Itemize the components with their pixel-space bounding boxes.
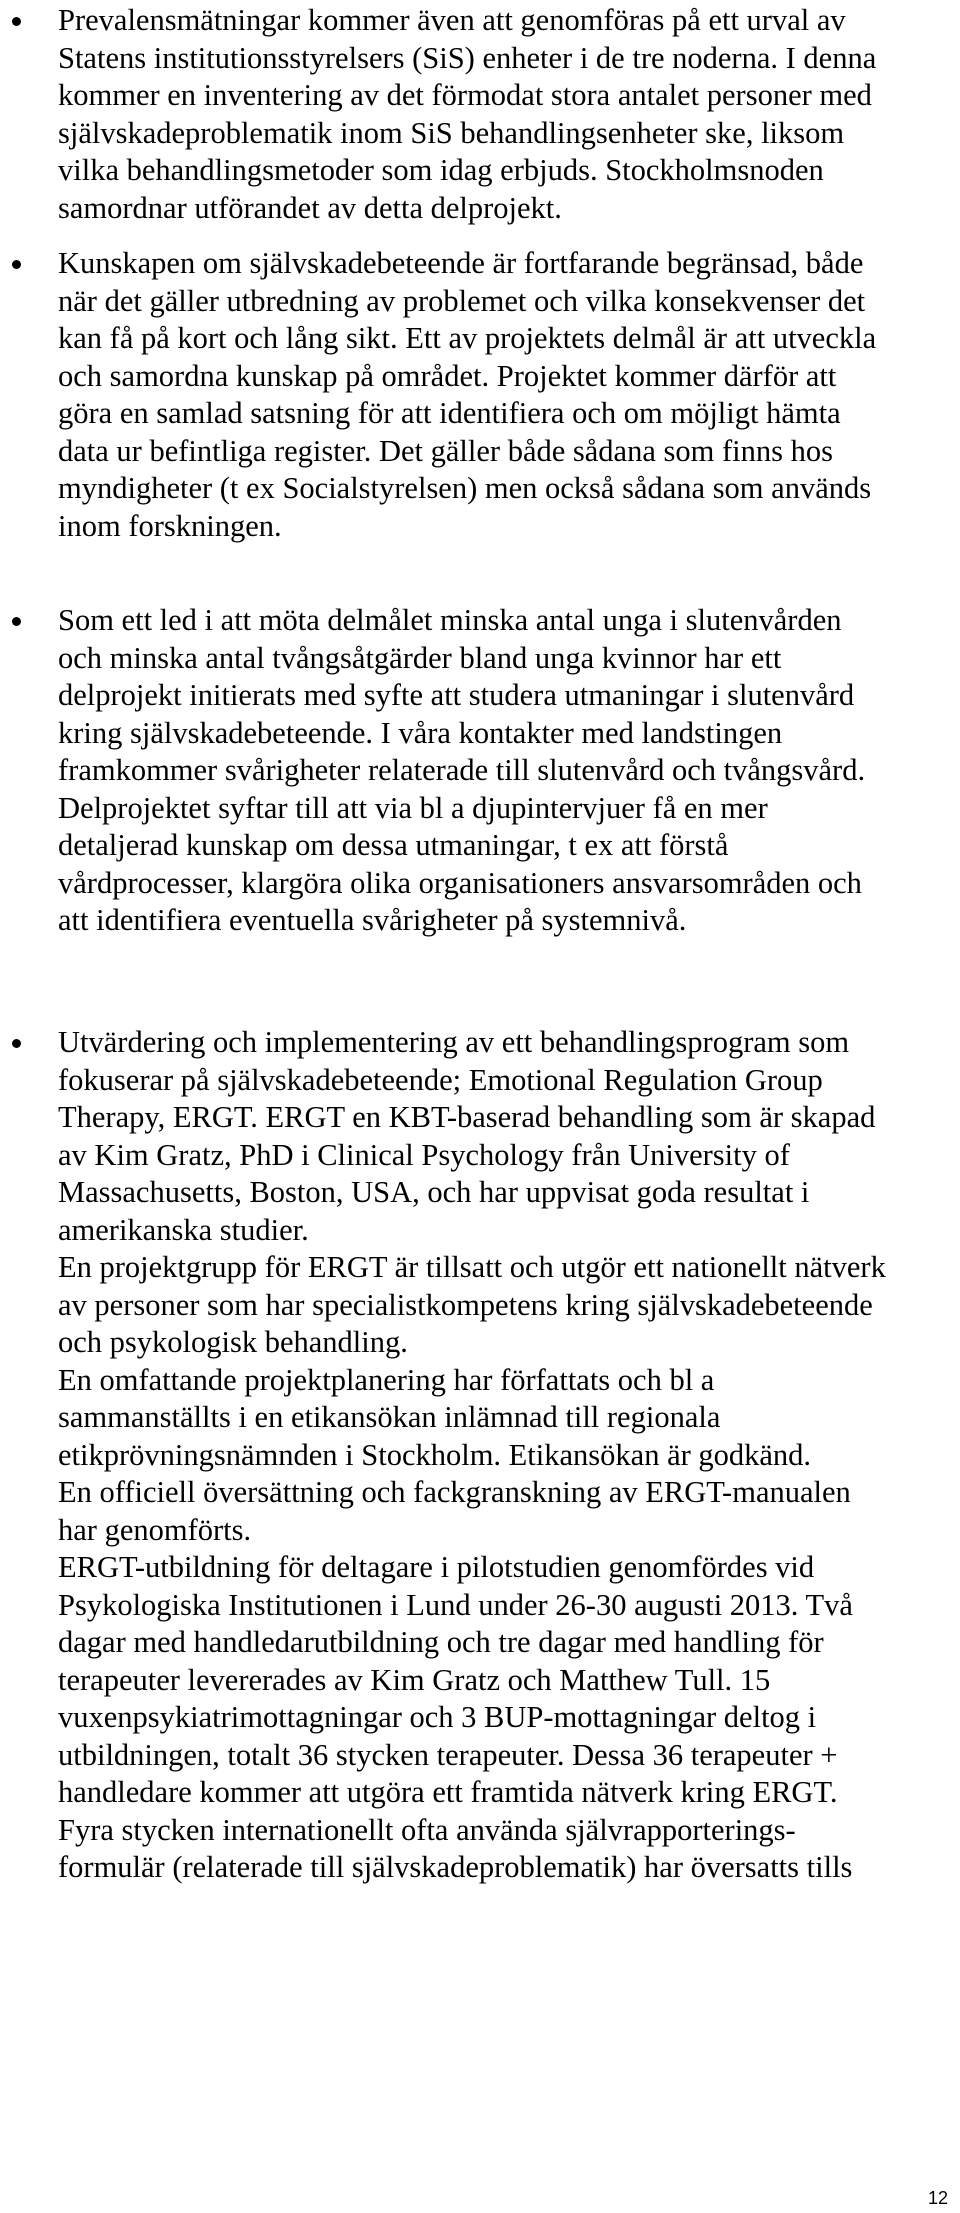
text-line: handledare kommer att utgöra ett framtida nätverk kring ERGT. <box>58 1775 838 1809</box>
paragraph-text <box>58 245 954 545</box>
text-line: utbildningen, totalt 36 stycken terapeuter. Dessa 36 terapeuter + <box>58 1737 838 1772</box>
text-line: inom forskningen. <box>58 508 282 543</box>
text-line: vilka behandlingsmetoder som idag erbjuds. Stockholmsnoden <box>58 153 824 187</box>
text-line: Therapy, ERGT. ERGT en KBT-baserad behandling som är skapad <box>58 1100 876 1134</box>
text-line: delprojekt initierats med syfte att studera utmaningar i slutenvård <box>58 678 855 712</box>
text-line: Delprojektet syftar till att via bl a djupintervjuer få en mer <box>58 790 768 825</box>
bullet-dot <box>12 1039 21 1048</box>
text-line: ERGT-utbildning för deltagare i pilotstudien genomfördes vid <box>58 1550 815 1584</box>
text-line: Som ett led i att möta delmålet minska antal unga i slutenvården <box>58 603 842 637</box>
text-line: data ur befintliga register. Det gäller både sådana som finns hos <box>58 433 833 468</box>
text-line: har genomförts. <box>58 1512 252 1547</box>
text-line: göra en samlad satsning för att identifiera och om möjligt hämta <box>58 396 841 430</box>
text-line: dagar med handledarutbildning och tre dagar med handling för <box>58 1625 824 1659</box>
text-line: Statens institutionsstyrelsers (SiS) enheter i de tre noderna. I denna <box>58 40 877 75</box>
text-line: Prevalensmätningar kommer även att genomföras på ett urval av <box>58 3 846 37</box>
text-line: av personer som har specialistkompetens kring självskadebeteende <box>58 1287 873 1322</box>
paragraph-text <box>58 1024 954 1887</box>
text-line: Kunskapen om självskadebeteende är fortfarande begränsad, både <box>58 246 864 280</box>
text-line: kring självskadebeteende. I våra kontakter med landstingen <box>58 715 783 750</box>
text-line: Utvärdering och implementering av ett behandlingsprogram som <box>58 1025 850 1059</box>
text-line: Psykologiska Institutionen i Lund under 26-30 augusti 2013. Två <box>58 1587 853 1622</box>
text-line: att identifiera eventuella svårigheter på systemnivå. <box>58 903 687 937</box>
paragraph-text <box>58 602 954 940</box>
text-line: Massachusetts, Boston, USA, och har uppvisat goda resultat i <box>58 1175 810 1209</box>
bullet-dot <box>12 617 21 626</box>
text-line: terapeuter levererades av Kim Gratz och Matthew Tull. 15 <box>58 1662 771 1697</box>
text-line: En projektgrupp för ERGT är tillsatt och utgör ett nationellt nätverk <box>58 1250 886 1284</box>
text-line: samordnar utförandet av detta delprojekt. <box>58 190 562 225</box>
text-line: sammanställts i en etikansökan inlämnad till regionala <box>58 1400 721 1434</box>
text-line: och samordna kunskap på området. Projektet kommer därför att <box>58 358 837 393</box>
text-line: myndigheter (t ex Socialstyrelsen) men också sådana som används <box>58 471 872 505</box>
text-line: kan få på kort och lång sikt. Ett av projektets delmål är att utveckla <box>58 321 877 355</box>
text-line: Fyra stycken internationellt ofta använda självrapporterings- <box>58 1812 796 1847</box>
text-line: självskadeproblematik inom SiS behandlingsenheter ske, liksom <box>58 115 845 150</box>
bullet-dot <box>12 260 21 269</box>
paragraph-text <box>58 2 954 227</box>
text-line: vårdprocesser, klargöra olika organisationers ansvarsområden och <box>58 865 862 900</box>
page-number: 12 <box>927 2188 948 2208</box>
text-line: och psykologisk behandling. <box>58 1325 408 1359</box>
text-line: fokuserar på självskadebeteende; Emotional Regulation Group <box>58 1062 823 1097</box>
text-line: amerikanska studier. <box>58 1212 309 1247</box>
text-line: formulär (relaterade till självskadeproblematik) har översatts tills <box>58 1850 853 1884</box>
text-line: och minska antal tvångsåtgärder bland unga kvinnor har ett <box>58 640 782 675</box>
text-line: när det gäller utbredning av problemet och vilka konsekvenser det <box>58 283 866 318</box>
text-line: etikprövningsnämnden i Stockholm. Etikansökan är godkänd. <box>58 1437 812 1472</box>
text-line: vuxenpsykiatrimottagningar och 3 BUP-mottagningar deltog i <box>58 1700 817 1734</box>
text-line: framkommer svårigheter relaterade till slutenvård och tvångsvård. <box>58 753 866 787</box>
bullet-dot <box>12 17 21 26</box>
text-line: kommer en inventering av det förmodat stora antalet personer med <box>58 78 872 112</box>
text-line: En officiell översättning och fackgranskning av ERGT-manualen <box>58 1475 851 1509</box>
text-line: av Kim Gratz, PhD i Clinical Psychology från University of <box>58 1137 790 1172</box>
text-line: En omfattande projektplanering har författats och bl a <box>58 1362 715 1397</box>
text-line: detaljerad kunskap om dessa utmaningar, t ex att förstå <box>58 828 729 862</box>
